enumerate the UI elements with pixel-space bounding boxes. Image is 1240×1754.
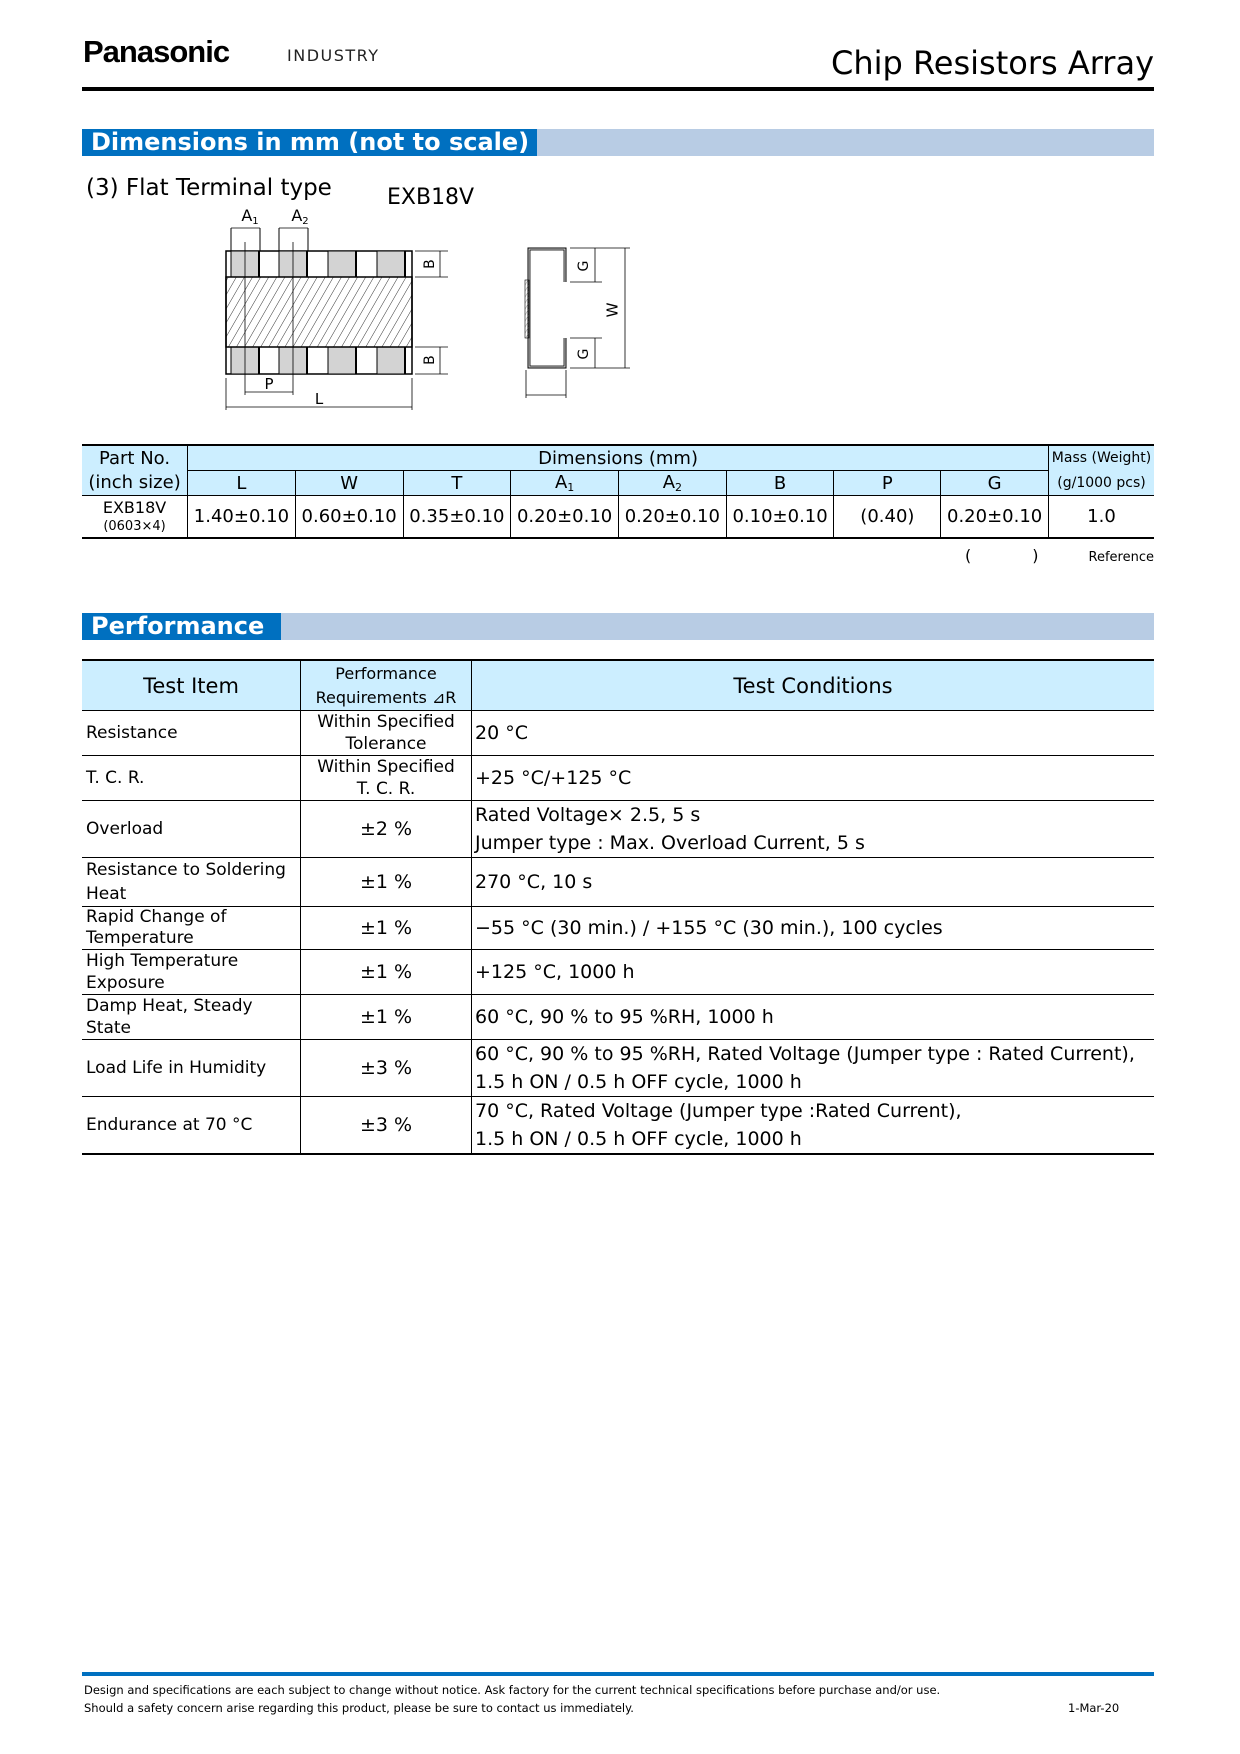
table-row: Resistance to Soldering Heat ±1 % 270 °C, 10 s [82, 858, 1154, 907]
svg-text:A2: A2 [291, 206, 309, 227]
terminal-type-subtitle: (3) Flat Terminal type [86, 175, 332, 201]
table-row: T. C. R. Within Specified T. C. R. +25 °C/+125 °C [82, 756, 1154, 801]
part-number-label: EXB18V [387, 185, 475, 210]
mass-unit-header: (g/1000 pcs) [1049, 471, 1155, 496]
chip-dimension-diagram [200, 200, 660, 415]
table-row: Load Life in Humidity ±3 % 60 °C, 90 % to 95 %RH, Rated Voltage (Jumper type : Rated Current), 1.5 h ON / 0.5 h OFF cycle, 1000 h [82, 1040, 1154, 1097]
svg-text:G: G [576, 260, 592, 272]
table-row: High Temperature Exposure ±1 % +125 °C, 1000 h [82, 950, 1154, 995]
performance-section-bar [82, 613, 1154, 640]
table-row: Resistance Within Specified Tolerance 20 °C [82, 711, 1154, 756]
table-row: Damp Heat, Steady State ±1 % 60 °C, 90 % to 95 %RH, 1000 h [82, 995, 1154, 1040]
performance-section-title: Performance [82, 613, 281, 640]
value-b: 0.10±0.10 [726, 496, 834, 539]
col-header-t: T [403, 471, 511, 496]
part-no-header: Part No. [82, 445, 188, 471]
footer-divider [82, 1672, 1154, 1676]
table-row: Endurance at 70 °C ±3 % 70 °C, Rated Voltage (Jumper type :Rated Current), 1.5 h ON / 0.5 h OFF cycle, 1000 h [82, 1097, 1154, 1155]
dim-b-top: B [422, 259, 438, 269]
value-p: (0.40) [834, 496, 941, 539]
value-a2: 0.20±0.10 [618, 496, 726, 539]
reference-note: ( ) Reference [964, 546, 1154, 565]
svg-text:P: P [264, 375, 274, 393]
dimensions-table [82, 444, 1154, 539]
mass-header: Mass (Weight) [1049, 445, 1155, 471]
document-title: Chip Resistors Array [830, 44, 1154, 82]
svg-text:W: W [603, 302, 622, 318]
svg-text:G: G [576, 348, 592, 360]
dimensions-section-bar [82, 129, 1154, 156]
col-header-a1: $A_1$ [511, 471, 619, 496]
col-header-a2: $A_2$ [618, 471, 726, 496]
dimensions-section-title: Dimensions in mm (not to scale) [82, 129, 537, 156]
value-a1: 0.20±0.10 [511, 496, 619, 539]
table-row: Overload ±2 % Rated Voltage× 2.5, 5 s Jumper type : Max. Overload Current, 5 s [82, 801, 1154, 858]
col-header-p: P [834, 471, 941, 496]
value-g: 0.20±0.10 [941, 496, 1049, 539]
value-w: 0.60±0.10 [295, 496, 403, 539]
footer-disclaimer: Design and specifications are each subject to change without notice. Ask factory for the current technical specifications before purchase and/or use. [84, 1683, 941, 1697]
brand-logo: Panasonic [83, 34, 230, 69]
table-row [82, 496, 1154, 539]
brand-subtitle: INDUSTRY [287, 46, 380, 65]
footer-date: 1-Mar-20 [1068, 1701, 1120, 1715]
value-l: 1.40±0.10 [188, 496, 296, 539]
value-t: 0.35±0.10 [403, 496, 511, 539]
svg-text:A1: A1 [241, 206, 259, 227]
value-mass: 1.0 [1049, 496, 1155, 539]
test-item-header: Test Item [82, 660, 301, 711]
dim-b-bottom: B [422, 355, 438, 365]
col-header-b: B [726, 471, 834, 496]
part-number-cell: EXB18V (0603×4) [102, 497, 167, 534]
col-header-g: G [941, 471, 1049, 496]
requirements-header: Performance Requirements ⊿R [301, 660, 472, 711]
footer-safety-note: Should a safety concern arise regarding this product, please be sure to contact us immediately. [84, 1701, 634, 1715]
inch-size-header: (inch size) [82, 471, 188, 496]
header-divider [82, 87, 1154, 91]
test-conditions-header: Test Conditions [472, 660, 1155, 711]
table-row: Rapid Change of Temperature ±1 % −55 °C (30 min.) / +155 °C (30 min.), 100 cycles [82, 907, 1154, 950]
dimensions-header: Dimensions (mm) [188, 445, 1049, 471]
svg-text:L: L [314, 390, 324, 408]
performance-table [82, 659, 1154, 1155]
col-header-l: L [188, 471, 296, 496]
col-header-w: W [295, 471, 403, 496]
